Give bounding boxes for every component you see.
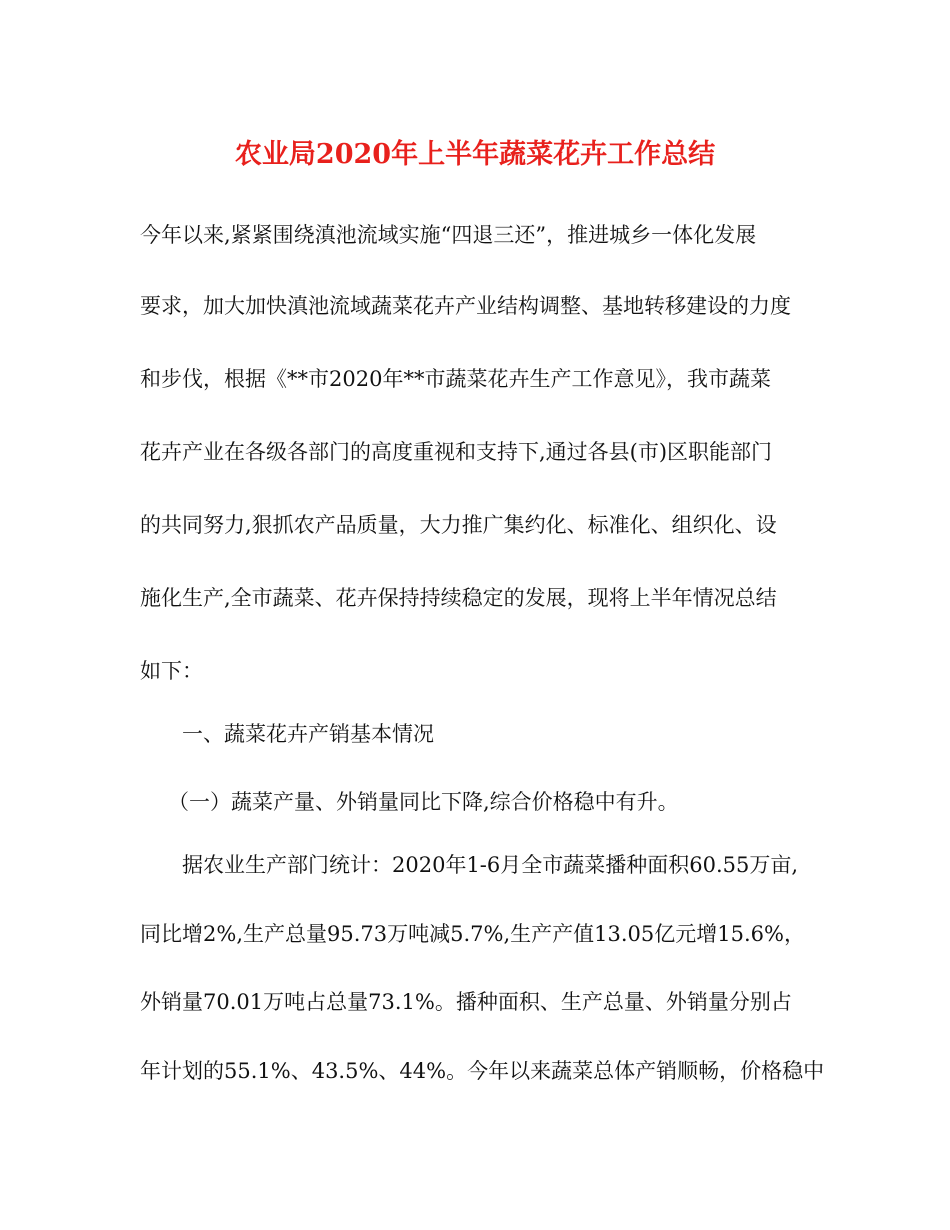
paragraph-line: 年计划的55.1%、43.5%、44%。今年以来蔬菜总体产销顺畅，价格稳中	[140, 1059, 825, 1083]
paragraph-line: 据农业生产部门统计：2020年1-6月全市蔬菜播种面积60.55万亩,	[182, 853, 799, 877]
paragraph-line: 今年以来,紧紧围绕滇池流域实施“四退三还”，推进城乡一体化发展	[140, 223, 757, 247]
section-heading: 一、蔬菜花卉产销基本情况	[182, 722, 434, 746]
paragraph-line: 施化生产,全市蔬菜、花卉保持持续稳定的发展，现将上半年情况总结	[140, 586, 777, 610]
paragraph-line: 如下：	[140, 659, 203, 683]
document-title: 农业局2020年上半年蔬菜花卉工作总结	[234, 139, 716, 170]
paragraph-line: 同比增2%,生产总量95.73万吨减5.7%,生产产值13.05亿元增15.6%，	[140, 922, 805, 946]
paragraph-line: 外销量70.01万吨占总量73.1%。播种面积、生产总量、外销量分别占	[140, 990, 792, 1014]
paragraph-line: 的共同努力,狠抓农产品质量，大力推广集约化、标准化、组织化、设	[140, 513, 777, 537]
paragraph-line: 要求，加大加快滇池流域蔬菜花卉产业结构调整、基地转移建设的力度	[140, 294, 791, 318]
paragraph-line: 和步伐，根据《**市2020年**市蔬菜花卉生产工作意见》，我市蔬菜	[140, 367, 771, 391]
subsection-heading: （一）蔬菜产量、外销量同比下降,综合价格稳中有升。	[168, 790, 679, 814]
paragraph-line: 花卉产业在各级各部门的高度重视和支持下,通过各县(市)区职能部门	[140, 440, 773, 464]
